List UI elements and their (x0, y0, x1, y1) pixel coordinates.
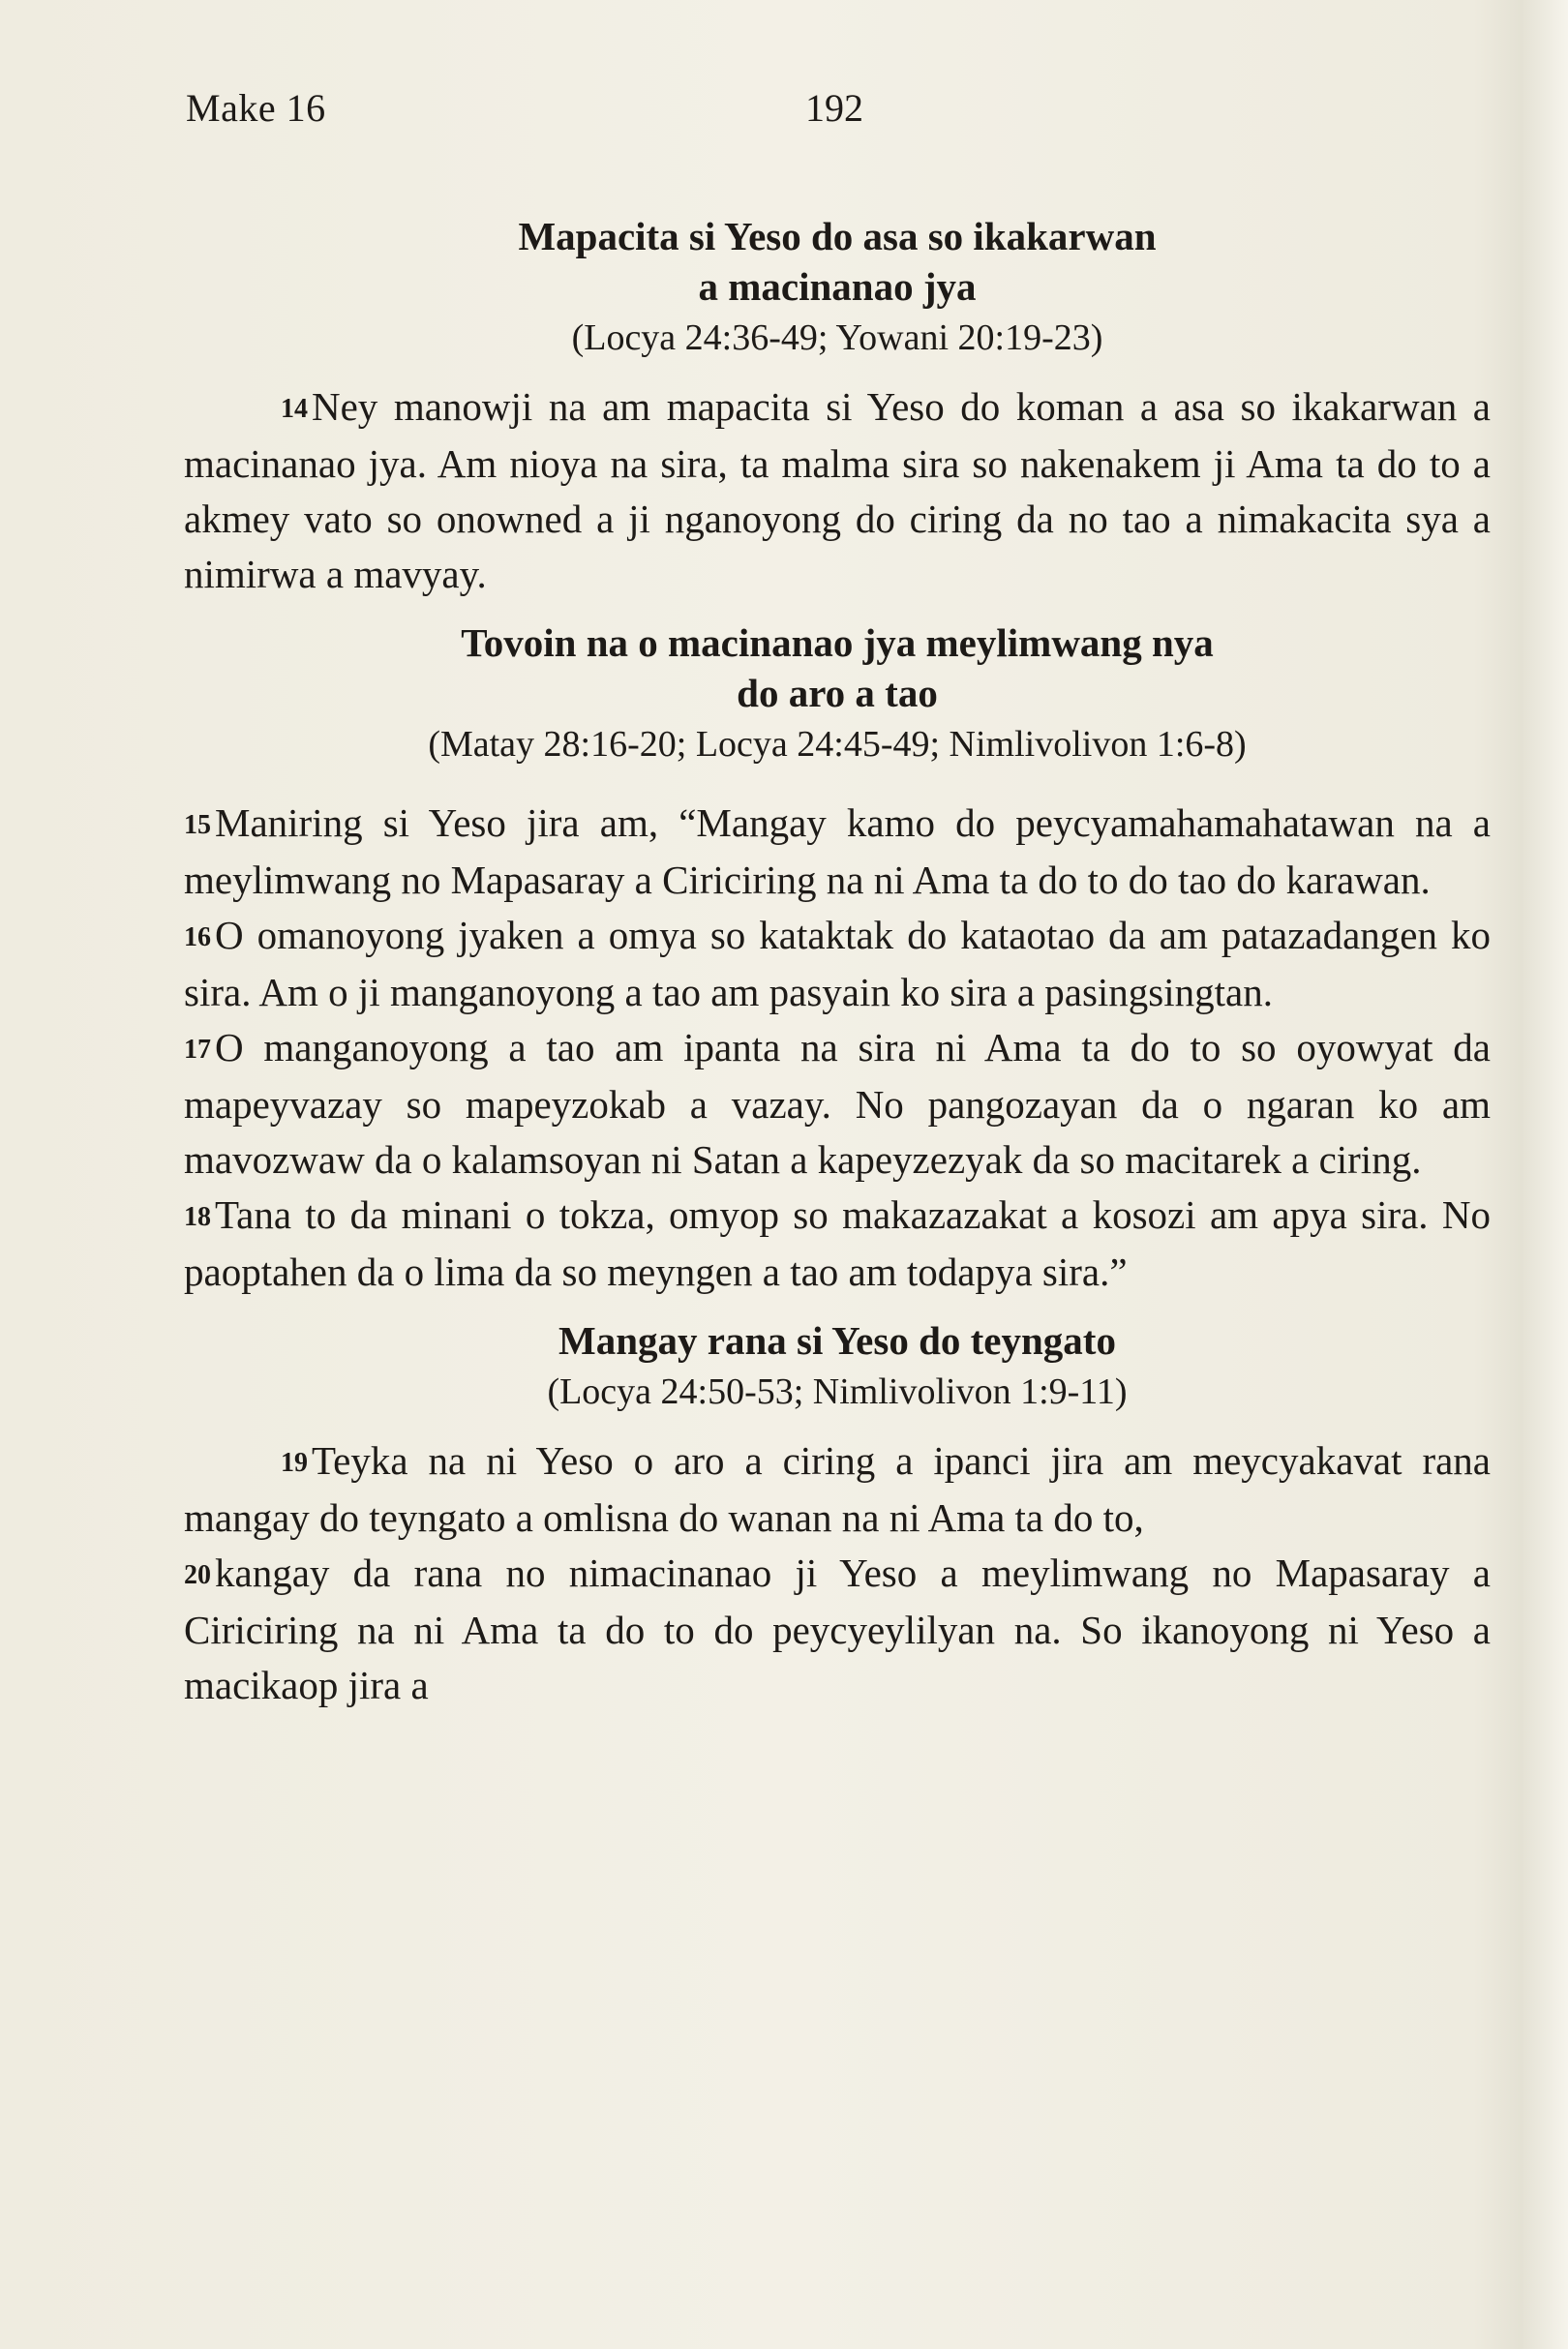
cross-references: (Matay 28:16-20; Locya 24:45-49; Nimlivolivon 1:6-8) (428, 724, 1247, 765)
verse-paragraph (184, 796, 1491, 908)
section-heading-line: Mangay rana si Yeso do teyngato (558, 1318, 1116, 1363)
verse-number: 19 (281, 1448, 308, 1478)
verse-paragraph (184, 1433, 1491, 1546)
verse-text: Teyka na ni Yeso o aro a ciring a ipanci jira am meycyakavat rana mangay do teyngato a omlisna do wanan na ni Ama ta do to, (184, 1438, 1491, 1540)
verse-paragraph (184, 1546, 1491, 1713)
book-chapter-label: Make 16 (186, 86, 326, 130)
section-heading (184, 1315, 1491, 1366)
verse-paragraph (184, 1020, 1491, 1188)
verse-number: 17 (184, 1035, 211, 1065)
verse-number: 16 (184, 922, 211, 952)
cross-references: (Locya 24:50-53; Nimlivolivon 1:9-11) (547, 1371, 1128, 1412)
page-number: 192 (805, 86, 863, 130)
section-heading-line: a macinanao jya (698, 264, 977, 309)
section-heading-line: Tovoin na o macinanao jya meylimwang nya (461, 620, 1214, 665)
verse-text: Ney manowji na am mapacita si Yeso do koman a asa so ikakarwan a macinanao jya. Am nioya na sira, ta malma sira so nakenakem ji Ama ta do to a akmey vato so onowned a ji nganoyong do ciring da no tao a nimakacita sya a nimirwa a mavyay. (184, 384, 1491, 596)
verse-number: 18 (184, 1202, 211, 1232)
section-heading (184, 211, 1491, 312)
verse-paragraph (184, 908, 1491, 1020)
cross-references: (Locya 24:36-49; Yowani 20:19-23) (571, 317, 1103, 358)
verse-number: 14 (281, 394, 308, 424)
running-header (186, 85, 1491, 153)
section-heading-line: do aro a tao (737, 671, 938, 715)
verse-text: O manganoyong a tao am ipanta na sira ni Ama ta do to so oyowyat da mapeyvazay so mapeyzokab a vazay. No pangozayan da o ngaran ko am mavozwaw da o kalamsoyan ni Satan a kapeyzezyak da so macitarek a ciring. (184, 1025, 1491, 1182)
verse-number: 20 (184, 1560, 211, 1590)
section-heading-line: Mapacita si Yeso do asa so ikakarwan (518, 214, 1157, 258)
section-heading (184, 617, 1491, 718)
verse-paragraph (184, 1188, 1491, 1300)
verse-text: Tana to da minani o tokza, omyop so makazazakat a kosozi am apya sira. No paoptahen da o lima da so meyngen a tao am todapya sira.” (184, 1192, 1491, 1294)
verse-number: 15 (184, 810, 211, 840)
page-body (184, 211, 1491, 1713)
verse-paragraph (184, 379, 1491, 602)
verse-text: Maniring si Yeso jira am, “Mangay kamo do peycyamahamahatawan na a meylimwang no Mapasaray a Ciriciring na ni Ama ta do to do tao do karawan. (184, 800, 1491, 902)
verse-text: O omanoyong jyaken a omya so kataktak do kataotao da am patazadangen ko sira. Am o ji manganoyong a tao am pasyain ko sira a pasingsingtan. (184, 913, 1491, 1014)
verse-text: kangay da rana no nimacinanao ji Yeso a meylimwang no Mapasaray a Ciriciring na ni Ama ta do to do peycyeylilyan na. So ikanoyong ni Yeso a macikaop jira a (184, 1551, 1491, 1707)
